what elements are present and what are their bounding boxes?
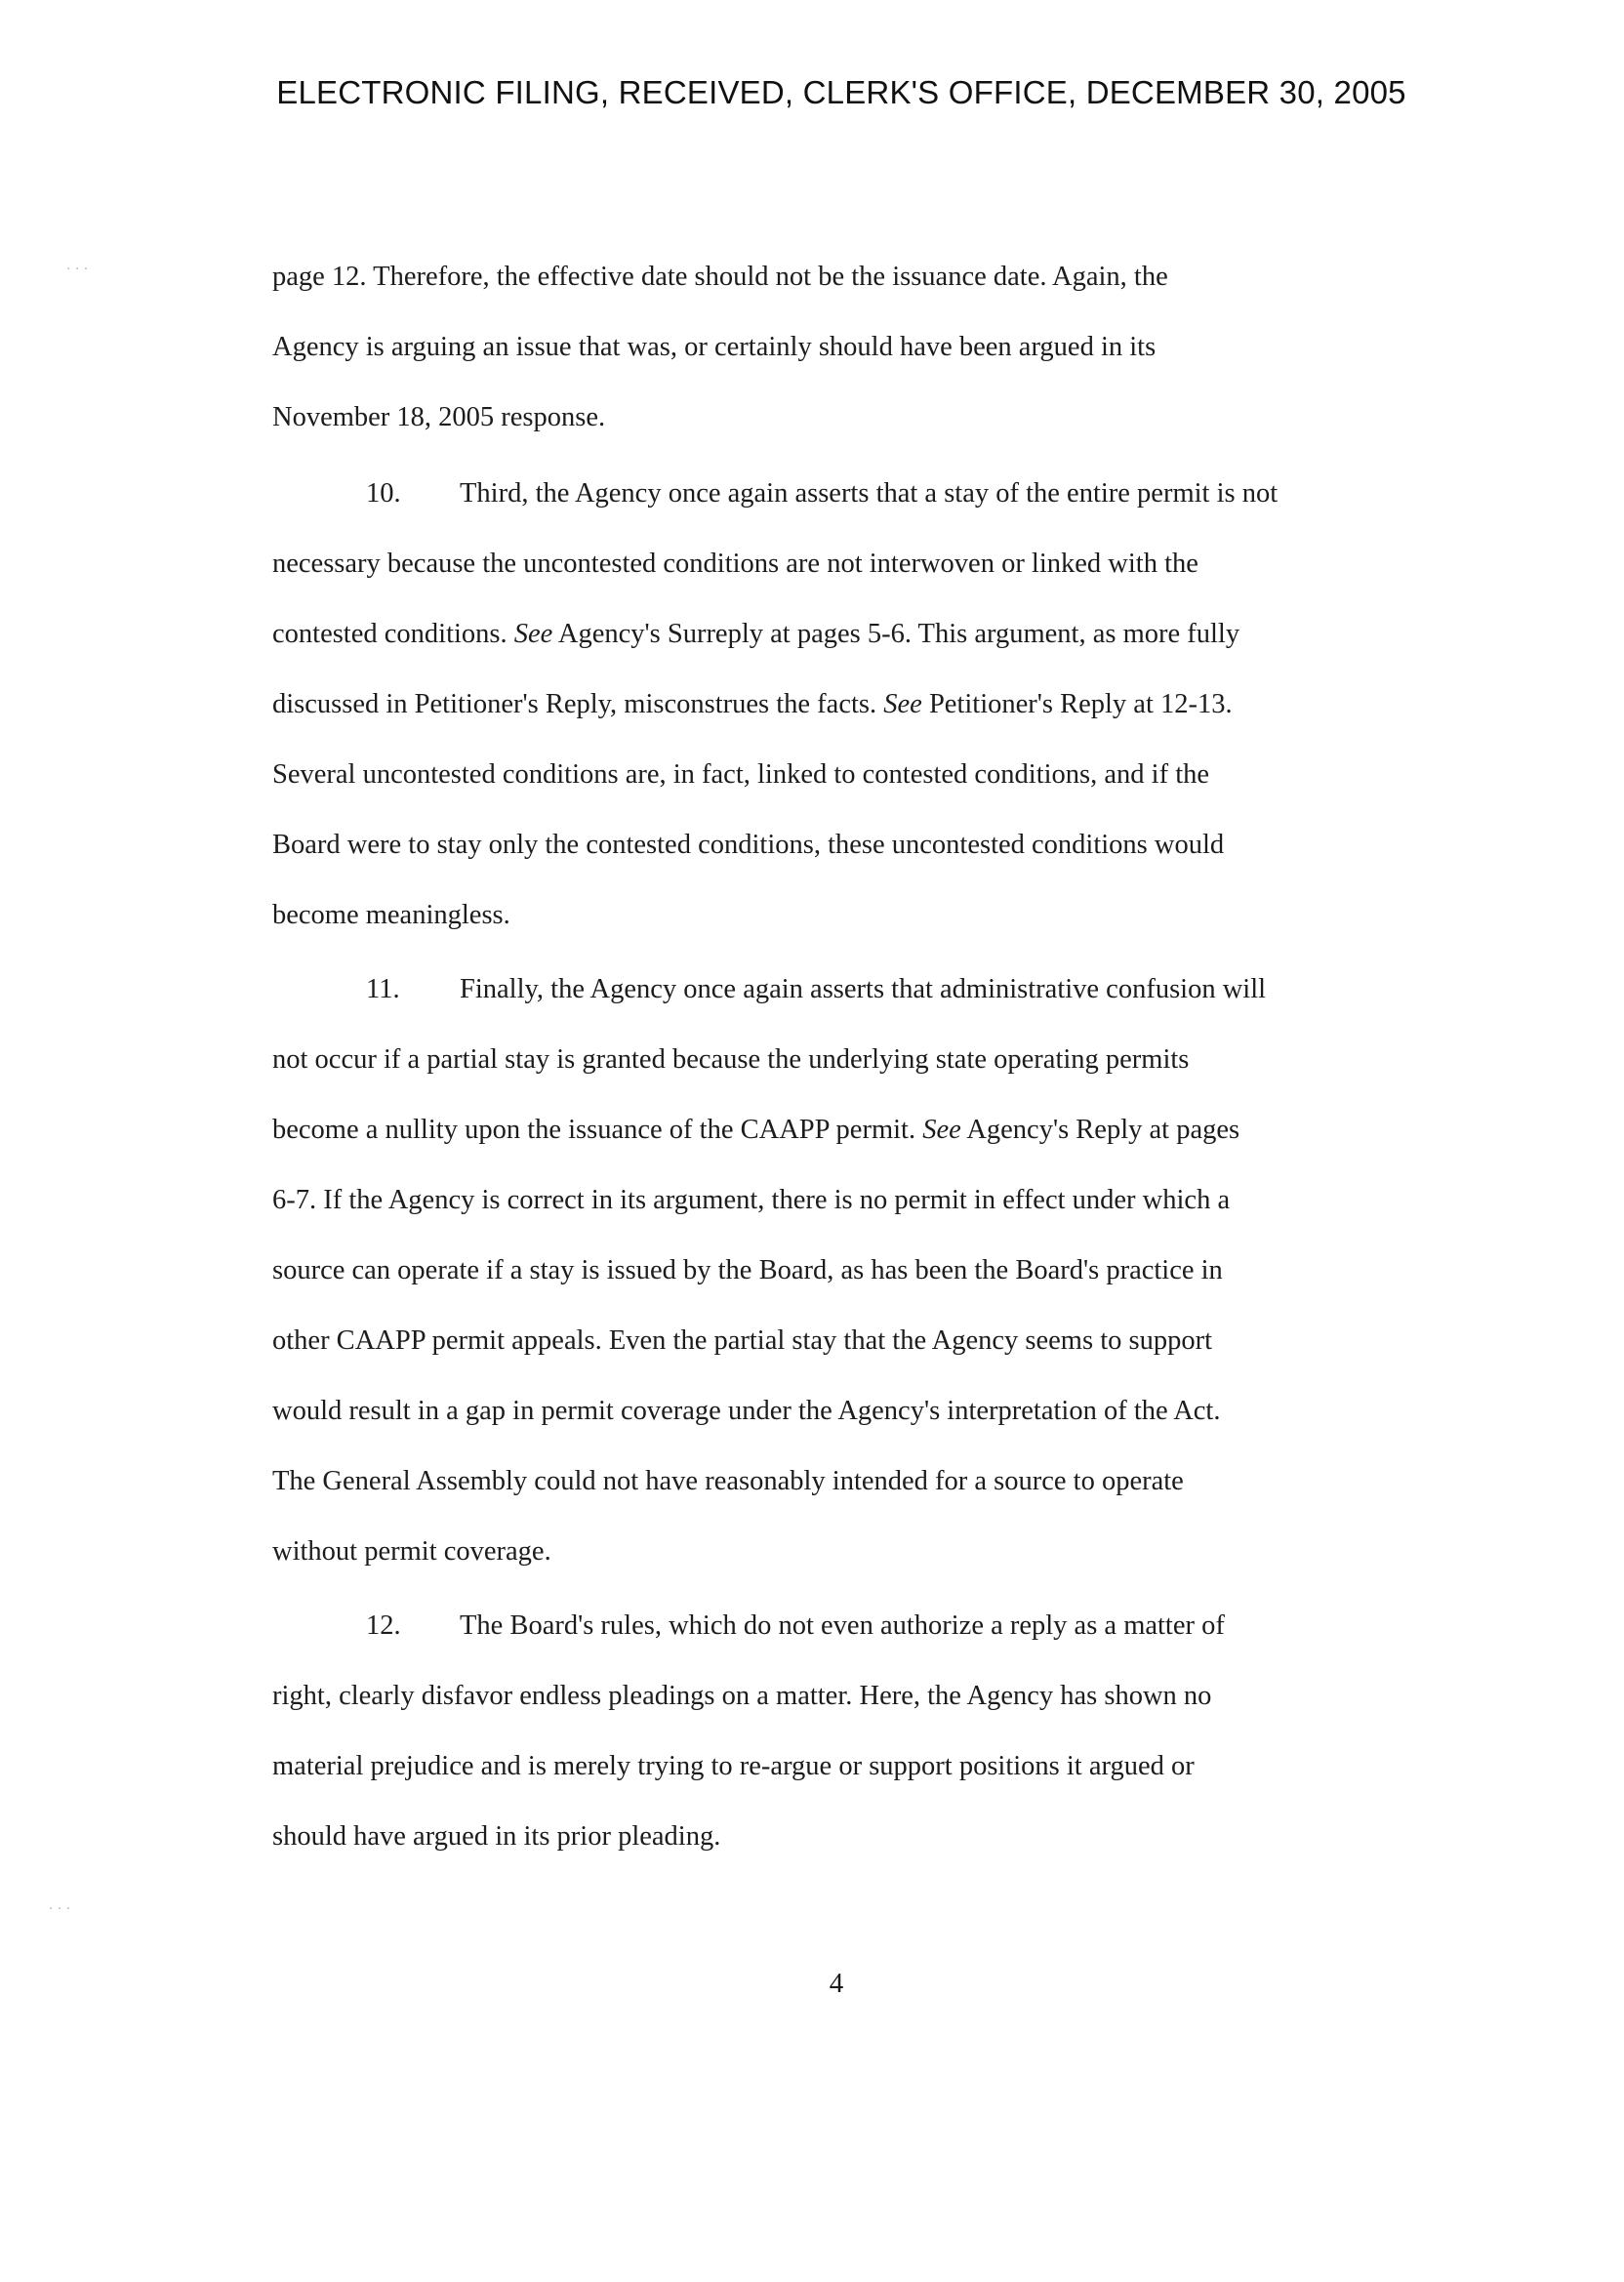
- body-line: November 18, 2005 response.: [272, 402, 606, 432]
- paragraph-10-first-line: [366, 478, 1278, 509]
- body-line: Board were to stay only the contested conditions, these uncontested conditions would: [272, 830, 1225, 860]
- body-line-text: The Board's rules, which do not even authorize a reply as a matter of: [460, 1610, 1225, 1641]
- citation-signal: See: [922, 1115, 961, 1145]
- body-line-text: Petitioner's Reply at 12-13.: [921, 689, 1233, 719]
- filing-stamp-header: ELECTRONIC FILING, RECEIVED, CLERK'S OFFICE, DECEMBER 30, 2005: [276, 74, 1406, 110]
- body-line: become meaningless.: [272, 900, 510, 930]
- citation-signal: See: [883, 689, 922, 719]
- body-line: necessary because the uncontested conditions are not interwoven or linked with the: [272, 549, 1198, 579]
- body-line: The General Assembly could not have reasonably intended for a source to operate: [272, 1466, 1184, 1496]
- body-line: material prejudice and is merely trying to re-argue or support positions it argued or: [272, 1751, 1195, 1781]
- body-line: Several uncontested conditions are, in fact, linked to contested conditions, and if the: [272, 759, 1210, 790]
- body-line: [272, 689, 1233, 720]
- body-line: source can operate if a stay is issued by the Board, as has been the Board's practice in: [272, 1255, 1223, 1285]
- body-line: not occur if a partial stay is granted because the underlying state operating permits: [272, 1044, 1190, 1075]
- paragraph-12-first-line: [366, 1610, 1225, 1642]
- scan-artifact-mark: · · ·: [49, 1901, 71, 1917]
- body-line-text: Agency's Surreply at pages 5-6. This argument, as more fully: [552, 619, 1240, 649]
- paragraph-number: 10.: [366, 478, 401, 509]
- body-line-text: become a nullity upon the issuance of the CAAPP permit.: [272, 1115, 923, 1145]
- body-line-text: Third, the Agency once again asserts that a stay of the entire permit is not: [460, 478, 1279, 509]
- body-line: [272, 1115, 1239, 1146]
- body-line: right, clearly disfavor endless pleadings on a matter. Here, the Agency has shown no: [272, 1681, 1212, 1711]
- body-line-text: Agency's Reply at pages: [960, 1115, 1240, 1145]
- body-line: would result in a gap in permit coverage under the Agency's interpretation of the Act.: [272, 1396, 1221, 1426]
- citation-signal: See: [513, 619, 553, 649]
- body-line: without permit coverage.: [272, 1536, 551, 1567]
- body-line: 6-7. If the Agency is correct in its argument, there is no permit in effect under which a: [272, 1185, 1231, 1215]
- body-line: Agency is arguing an issue that was, or certainly should have been argued in its: [272, 332, 1157, 362]
- page-number: 4: [829, 1968, 844, 1999]
- paragraph-number: 11.: [366, 974, 400, 1004]
- paragraph-number: 12.: [366, 1610, 401, 1641]
- scan-artifact-mark: · · ·: [66, 262, 89, 277]
- body-line: [272, 619, 1239, 650]
- body-line-text: discussed in Petitioner's Reply, misconstrues the facts.: [272, 689, 884, 719]
- body-line: should have argued in its prior pleading.: [272, 1821, 721, 1852]
- body-line: page 12. Therefore, the effective date should not be the issuance date. Again, the: [272, 262, 1168, 292]
- body-line: other CAAPP permit appeals. Even the partial stay that the Agency seems to support: [272, 1325, 1212, 1356]
- body-line-text: contested conditions.: [272, 619, 514, 649]
- body-line-text: Finally, the Agency once again asserts that administrative confusion will: [460, 974, 1267, 1004]
- paragraph-11-first-line: [366, 974, 1266, 1005]
